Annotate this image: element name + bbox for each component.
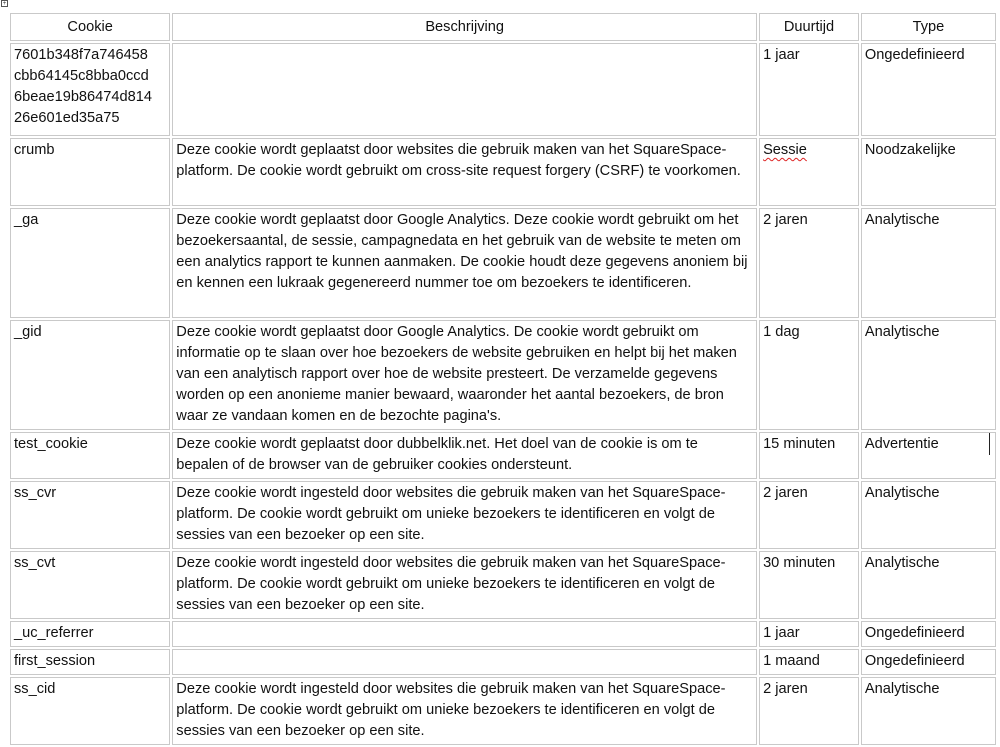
cell-duration[interactable]: 1 maand	[759, 649, 859, 675]
cell-duration[interactable]: 1 jaar	[759, 43, 859, 136]
cell-cookie[interactable]: _ga	[10, 208, 170, 318]
cell-duration[interactable]: 15 minuten	[759, 432, 859, 479]
cell-description[interactable]: Deze cookie wordt ingesteld door websites die gebruik maken van het SquareSpace-platform. De cookie wordt gebruikt om unieke bezoekers te identificeren en volgt de sessies van een bezoeker op een site.	[172, 551, 757, 619]
cell-cookie[interactable]: test_cookie	[10, 432, 170, 479]
cell-duration[interactable]: 2 jaren	[759, 481, 859, 549]
cell-description[interactable]: Deze cookie wordt geplaatst door websites die gebruik maken van het SquareSpace-platform. De cookie wordt gebruikt om cross-site request forgery (CSRF) te voorkomen.	[172, 138, 757, 206]
cell-description[interactable]	[172, 621, 757, 647]
cell-type[interactable]: Analytische	[861, 208, 996, 318]
cell-cookie[interactable]	[10, 43, 170, 136]
cell-cookie[interactable]: first_session	[10, 649, 170, 675]
table-row	[10, 138, 996, 206]
table-row	[10, 677, 996, 745]
table-move-handle-icon[interactable]: +	[2, 1, 7, 7]
cell-cookie[interactable]: crumb	[10, 138, 170, 206]
cell-type[interactable]: Analytische	[861, 551, 996, 619]
cell-duration[interactable]: 1 jaar	[759, 621, 859, 647]
table-header-row	[10, 13, 996, 41]
cell-description[interactable]: Deze cookie wordt geplaatst door Google Analytics. De cookie wordt gebruikt om informatie op te slaan over hoe bezoekers de website gebruiken en helpt bij het maken van een analytisch rapport over hoe de website presteert. De verzamelde gegevens worden op een anonieme manier bewaard, waaronder het aantal bezoekers, de bron waar ze vandaan komen en de bezochte pagina's.	[172, 320, 757, 430]
cookie-name-line: 6beae19b86474d814	[14, 89, 152, 105]
cookie-name-line: cbb64145c8bba0ccd	[14, 68, 149, 84]
cookie-name-line: 7601b348f7a746458	[14, 47, 148, 63]
cell-type[interactable]: Ongedefinieerd	[861, 649, 996, 675]
cell-description[interactable]: Deze cookie wordt geplaatst door dubbelklik.net. Het doel van de cookie is om te bepalen of de browser van de gebruiker cookies ondersteunt.	[172, 432, 757, 479]
cell-type[interactable]: Noodzakelijke	[861, 138, 996, 206]
cell-type[interactable]: Ongedefinieerd	[861, 621, 996, 647]
table-row	[10, 551, 996, 619]
cell-description[interactable]	[172, 649, 757, 675]
cell-cookie[interactable]: ss_cvt	[10, 551, 170, 619]
header-cookie[interactable]: Cookie	[10, 13, 170, 41]
cell-description[interactable]	[172, 43, 757, 136]
cell-duration[interactable]: 30 minuten	[759, 551, 859, 619]
table-row	[10, 208, 996, 318]
spellcheck-word: Sessie	[763, 142, 807, 158]
cell-duration[interactable]: 1 dag	[759, 320, 859, 430]
cell-cookie[interactable]: _gid	[10, 320, 170, 430]
cookie-table	[8, 11, 998, 747]
table-row	[10, 432, 996, 479]
cell-description[interactable]: Deze cookie wordt ingesteld door websites die gebruik maken van het SquareSpace-platform. De cookie wordt gebruikt om unieke bezoekers te identificeren en volgt de sessies van een bezoeker op een site.	[172, 677, 757, 745]
cell-cookie[interactable]: ss_cvr	[10, 481, 170, 549]
table-row	[10, 481, 996, 549]
cell-type[interactable]: Advertentie	[861, 432, 996, 479]
cell-type[interactable]: Analytische	[861, 481, 996, 549]
cell-duration[interactable]: 2 jaren	[759, 677, 859, 745]
cell-description[interactable]: Deze cookie wordt ingesteld door websites die gebruik maken van het SquareSpace-platform. De cookie wordt gebruikt om unieke bezoekers te identificeren en volgt de sessies van een bezoeker op een site.	[172, 481, 757, 549]
header-type[interactable]: Type	[861, 13, 996, 41]
table-row	[10, 649, 996, 675]
header-description[interactable]: Beschrijving	[172, 13, 757, 41]
table-row	[10, 320, 996, 430]
cell-description[interactable]: Deze cookie wordt geplaatst door Google Analytics. Deze cookie wordt gebruikt om het bezoekersaantal, de sessie, campagnedata en het gebruik van de website te meten om een analytics rapport te kunnen aanmaken. De cookie houdt deze gegevens anoniem bij en kennen een lukraak gegenereerd nummer toe om bezoekers te identificeren.	[172, 208, 757, 318]
cell-cookie[interactable]: _uc_referrer	[10, 621, 170, 647]
cell-type[interactable]: Ongedefinieerd	[861, 43, 996, 136]
cell-cookie[interactable]: ss_cid	[10, 677, 170, 745]
table-row	[10, 43, 996, 136]
header-duration[interactable]: Duurtijd	[759, 13, 859, 41]
cookie-name-line: 26e601ed35a75	[14, 110, 120, 126]
cell-duration[interactable]: 2 jaren	[759, 208, 859, 318]
table-row	[10, 621, 996, 647]
cell-type[interactable]: Analytische	[861, 320, 996, 430]
cell-type[interactable]: Analytische	[861, 677, 996, 745]
cell-duration[interactable]	[759, 138, 859, 206]
